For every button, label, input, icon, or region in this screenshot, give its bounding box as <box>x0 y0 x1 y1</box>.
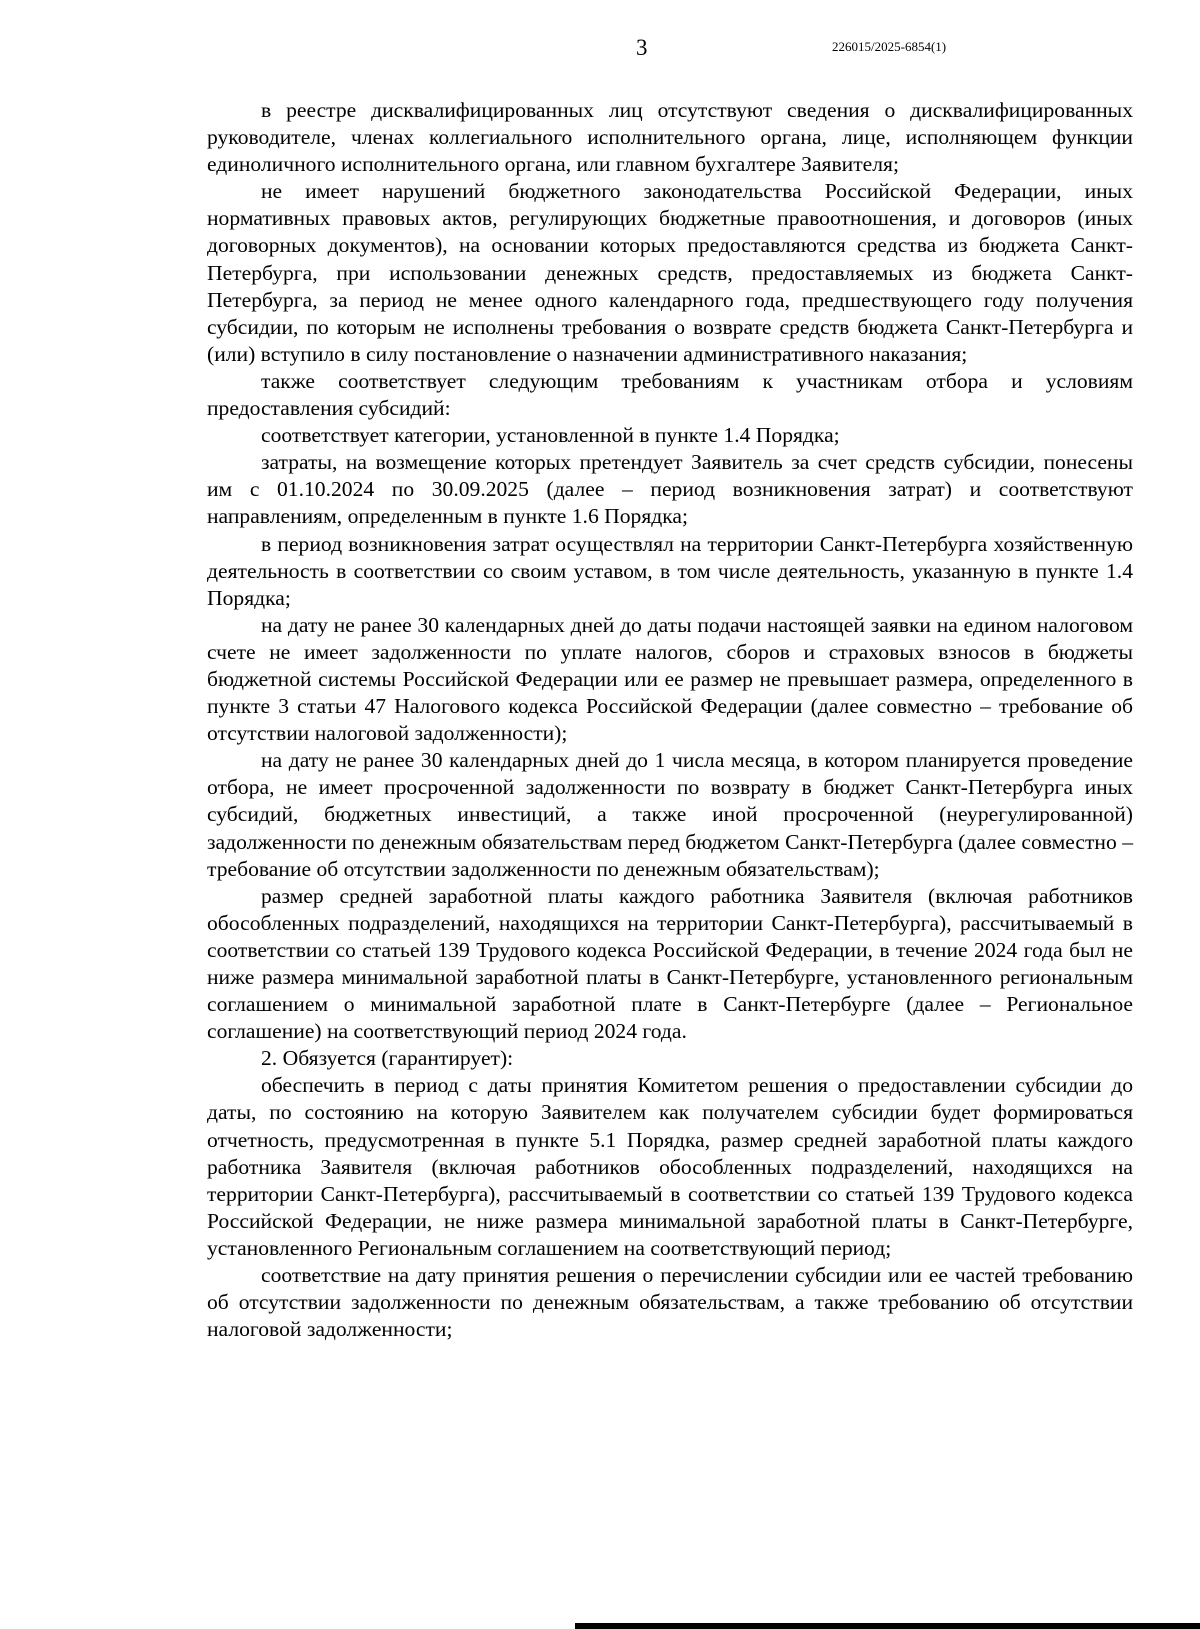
paragraph-obligations-heading: 2. Обязуется (гарантирует): <box>261 1046 514 1071</box>
paragraph-salary-guarantee: обеспечить в период с даты принятия Комитетом решения о предоставлении субсидии до даты, по состоянию на которую Заявителем как получателем субсидии будет формироваться отчетность, предусмотренная в пункте 5.1 Порядка, размер средней заработной платы каждого работника Заявителя (включая работников обособленных подразделений, находящихся на территории Санкт-Петербурга), рассчитываемый в соответствии со статьей 139 Трудового кодекса Российской Федерации, не ниже размера минимальной заработной платы в Санкт-Петербурге, установленного Региональным соглашением на соответствующий период; <box>207 1073 1133 1260</box>
paragraph-costs-period: затраты, на возмещение которых претендует Заявитель за счет средств субсидии, понесены им с 01.10.2024 по 30.09.2025 (далее – период возникновения затрат) и соответствуют направлениям, определенным в пункте 1.6 Порядка; <box>207 450 1133 529</box>
paragraph-selection-requirements: также соответствует следующим требованиям к участникам отбора и условиям предоставления субсидий: <box>207 368 1133 421</box>
document-body <box>207 97 1133 1343</box>
paragraph-budget-violations: не имеет нарушений бюджетного законодательства Российской Федерации, иных нормативных правовых актов, регулирующих бюджетные правоотношения, и договоров (иных договорных документов), на основании которых предоставляются средства из бюджета Санкт-Петербурга, при использовании денежных средств, предоставляемых из бюджета Санкт-Петербурга, за период не менее одного календарного года, предшествующего году получения субсидии, по которым не исполнены требования о возврате средств бюджета Санкт-Петербурга и (или) вступило в силу постановление о назначении административного наказания; <box>207 179 1133 366</box>
paragraph-disqualified-registry: в реестре дисквалифицированных лиц отсутствуют сведения о дисквалифицированных руководителе, членах коллегиального исполнительного органа, лице, исполняющем функции единоличного исполнительного органа, или главном бухгалтере Заявителя; <box>207 98 1133 177</box>
paragraph-business-activity: в период возникновения затрат осуществлял на территории Санкт-Петербурга хозяйственную деятельность в соответствии со своим уставом, в том числе деятельность, указанную в пункте 1.4 Порядка; <box>207 531 1133 610</box>
paragraph-average-salary-2024: размер средней заработной платы каждого работника Заявителя (включая работников обособленных подразделений, находящихся на территории Санкт-Петербурга), рассчитываемый в соответствии со статьей 139 Трудового кодекса Российской Федерации, в течение 2024 года был не ниже размера минимальной заработной платы в Санкт-Петербурге, установленного региональным соглашением о минимальной заработной плате в Санкт-Петербурге (далее – Региональное соглашение) на соответствующий период 2024 года. <box>207 883 1133 1044</box>
paragraph-category: соответствует категории, установленной в пункте 1.4 Порядка; <box>261 423 840 448</box>
scan-edge-line <box>575 1623 1200 1629</box>
paragraph-compliance: соответствие на дату принятия решения о перечислении субсидии или ее частей требованию об отсутствии задолженности по денежным обязательствам, а также требованию об отсутствии налоговой задолженности; <box>207 1263 1133 1342</box>
paragraph-tax-debt: на дату не ранее 30 календарных дней до даты подачи настоящей заявки на едином налоговом счете не имеет задолженности по уплате налогов, сборов и страховых взносов в бюджеты бюджетной системы Российской Федерации или ее размер не превышает размера, определенного в пункте 3 статьи 47 Налогового кодекса Российской Федерации (далее совместно – требование об отсутствии налоговой задолженности); <box>207 612 1133 746</box>
page-number: 3 <box>636 35 648 60</box>
paragraph-monetary-obligations: на дату не ранее 30 календарных дней до 1 числа месяца, в котором планируется проведение отбора, не имеет просроченной задолженности по возврату в бюджет Санкт-Петербурга иных субсидий, бюджетных инвестиций, а также иной просроченной (неурегулированной) задолженности по денежным обязательствам перед бюджетом Санкт-Петербурга (далее совместно – требование об отсутствии задолженности по денежным обязательствам); <box>207 748 1133 881</box>
document-number: 226015/2025-6854(1) <box>832 39 947 54</box>
